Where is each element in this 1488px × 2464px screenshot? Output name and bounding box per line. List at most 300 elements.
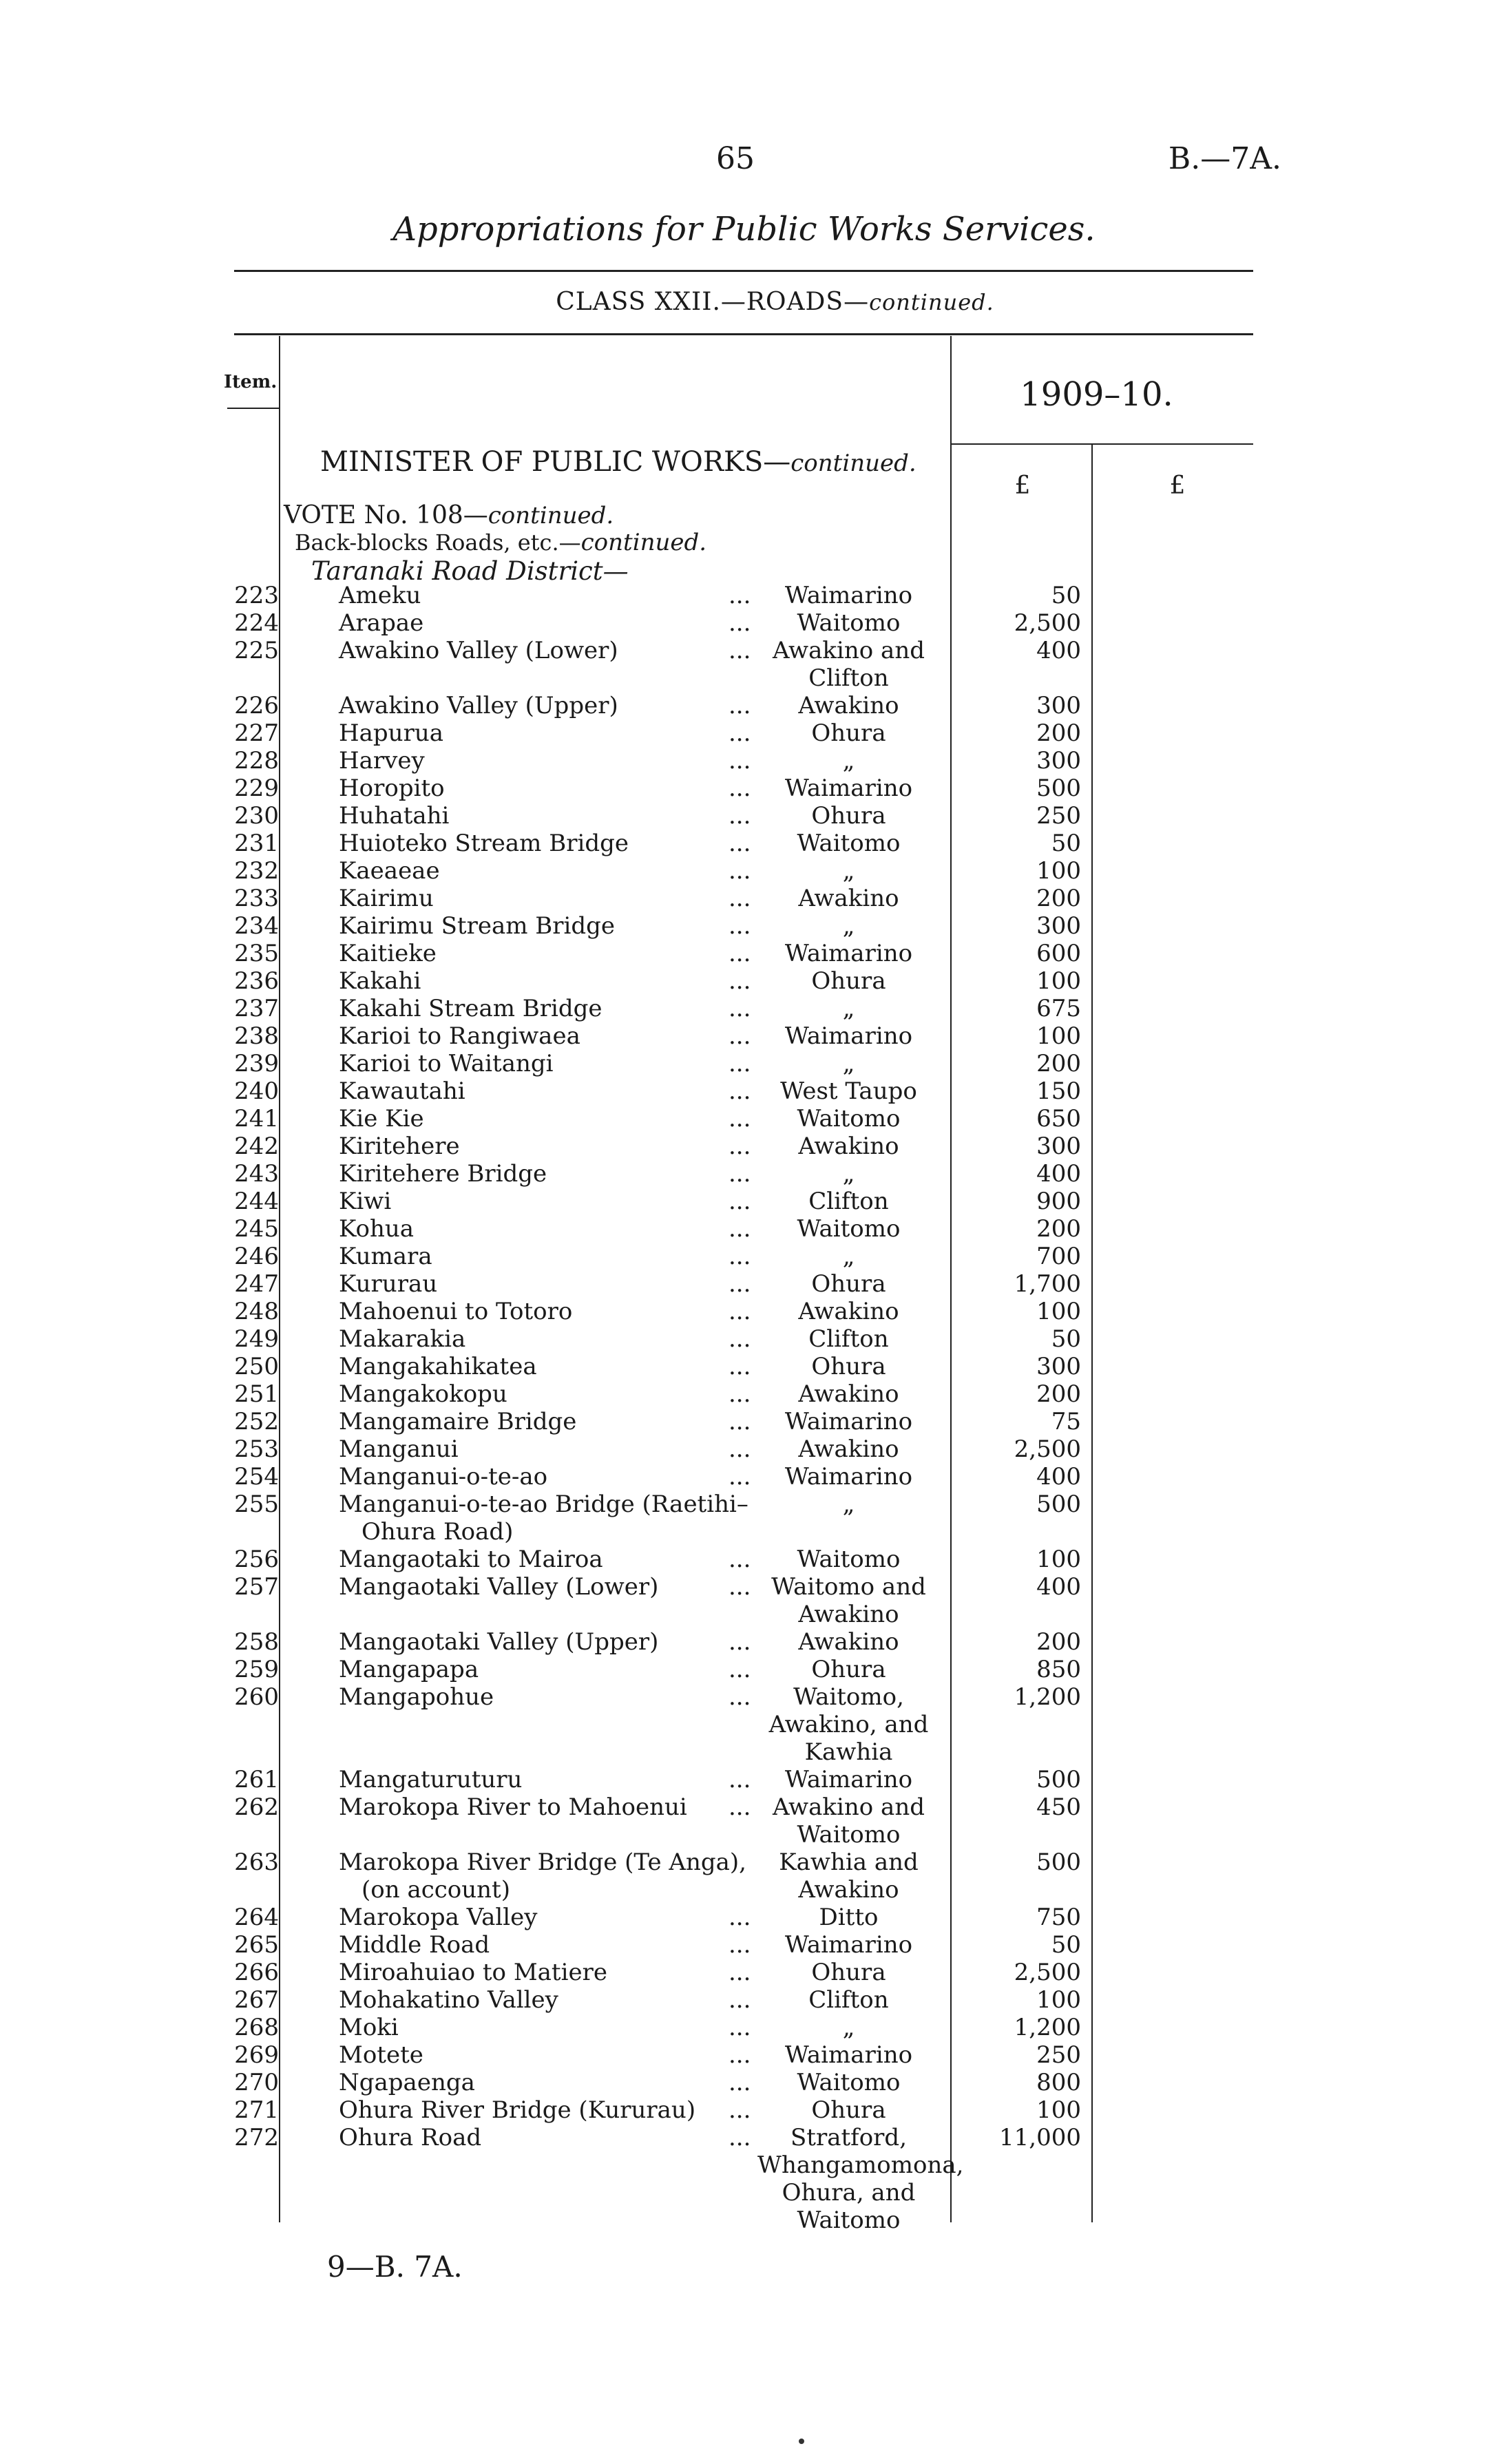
road-name: Kururau: [339, 1270, 438, 1298]
table-row: [0, 2014, 1488, 2041]
leader-dots: ...: [729, 1683, 751, 1711]
item-number: 260: [234, 1683, 279, 1711]
amount: 50: [1051, 1931, 1081, 1959]
road-name: Mangaotaki Valley (Upper): [339, 1628, 659, 1656]
leader-dots: ...: [729, 1435, 751, 1463]
leader-dots: ...: [729, 1959, 751, 1986]
table-row: [0, 692, 1488, 719]
page-reference: B.—7A.: [1168, 141, 1281, 176]
road-name: Mangaotaki Valley (Lower): [339, 1573, 659, 1601]
backblocks-heading: [295, 529, 706, 556]
road-location: Ohura: [811, 2096, 886, 2124]
amount: 300: [1036, 1353, 1081, 1380]
road-location: „: [842, 1491, 855, 1518]
road-name: Mohakatino Valley: [339, 1986, 558, 2014]
leader-dots: ...: [729, 2014, 751, 2041]
road-location: West Taupo: [780, 1077, 917, 1105]
road-location: Ohura: [811, 1959, 886, 1986]
amount: 300: [1036, 747, 1081, 775]
item-number: 264: [234, 1904, 279, 1931]
amount: 800: [1036, 2069, 1081, 2096]
amount: 700: [1036, 1243, 1081, 1270]
item-number: 233: [234, 885, 279, 912]
leader-dots: ...: [729, 1380, 751, 1408]
leader-dots: ...: [729, 1050, 751, 1077]
leader-dots: ...: [729, 1656, 751, 1683]
road-name: Mangakokopu: [339, 1380, 507, 1408]
leader-dots: ...: [729, 995, 751, 1022]
item-number: 266: [234, 1959, 279, 1986]
year-header-rule: [950, 443, 1253, 445]
road-name: Awakino Valley (Lower): [339, 637, 618, 664]
amount: 500: [1036, 1491, 1081, 1518]
road-location: Waimarino: [784, 775, 913, 802]
amount: 50: [1051, 1325, 1081, 1353]
road-name: Miroahuiao to Matiere: [339, 1959, 607, 1986]
road-name: Mangamaire Bridge: [339, 1408, 577, 1435]
table-row: [0, 1105, 1488, 1133]
district-heading: Taranaki Road District—: [311, 556, 629, 586]
appropriation-rows: [0, 582, 1488, 2234]
table-row: [0, 637, 1488, 692]
item-number: 236: [234, 967, 279, 995]
item-number: 255: [234, 1491, 279, 1518]
leader-dots: ...: [729, 830, 751, 857]
road-name: Marokopa Valley: [339, 1904, 538, 1931]
amount: 100: [1036, 1298, 1081, 1325]
road-location: Awakino: [798, 1380, 899, 1408]
amount: 1,200: [1014, 1683, 1081, 1711]
amount: 100: [1036, 967, 1081, 995]
table-row: [0, 1656, 1488, 1683]
road-location: Waitomo: [797, 1105, 901, 1133]
road-location: „: [842, 2014, 855, 2041]
road-name: Mangakahikatea: [339, 1353, 537, 1380]
table-row: [0, 1683, 1488, 1766]
item-number: 229: [234, 775, 279, 802]
item-number: 223: [234, 582, 279, 609]
page-title: Appropriations for Public Works Services.: [392, 210, 1096, 249]
amount: 100: [1036, 1022, 1081, 1050]
leader-dots: ...: [729, 1793, 751, 1821]
road-name: Awakino Valley (Upper): [339, 692, 618, 719]
leader-dots: ...: [729, 912, 751, 940]
leader-dots: ...: [729, 692, 751, 719]
item-number: 257: [234, 1573, 279, 1601]
road-location: Waitomo: [797, 1546, 901, 1573]
leader-dots: ...: [729, 2096, 751, 2124]
road-location: Ditto: [819, 1904, 879, 1931]
road-location: Waitomo: [797, 2069, 901, 2096]
item-number: 250: [234, 1353, 279, 1380]
item-number: 270: [234, 2069, 279, 2096]
item-number: 252: [234, 1408, 279, 1435]
table-row: [0, 747, 1488, 775]
table-row: [0, 1325, 1488, 1353]
leader-dots: ...: [729, 885, 751, 912]
table-row: [0, 1050, 1488, 1077]
leader-dots: ...: [729, 1022, 751, 1050]
road-name: Ngapaenga: [339, 2069, 475, 2096]
road-location: Waitomo and Awakino: [771, 1573, 926, 1628]
road-location: Waimarino: [784, 1408, 913, 1435]
road-location: Ohura: [811, 1353, 886, 1380]
table-row: [0, 1904, 1488, 1931]
leader-dots: ...: [729, 1105, 751, 1133]
vote-heading: [284, 501, 614, 529]
leader-dots: ...: [729, 1215, 751, 1243]
leader-dots: ...: [729, 1628, 751, 1656]
table-row: [0, 1215, 1488, 1243]
table-row: [0, 857, 1488, 885]
leader-dots: ...: [729, 1986, 751, 2014]
road-name: Manganui-o-te-ao Bridge (Raetihi–: [339, 1491, 748, 1518]
table-row: [0, 2124, 1488, 2234]
item-number: 249: [234, 1325, 279, 1353]
road-location: Awakino: [798, 885, 899, 912]
item-number: 265: [234, 1931, 279, 1959]
road-name: Kumara: [339, 1243, 432, 1270]
table-row: [0, 1849, 1488, 1904]
leader-dots: ...: [729, 747, 751, 775]
amount: 100: [1036, 1546, 1081, 1573]
road-name: Kaeaeae: [339, 857, 440, 885]
road-name: Karioi to Rangiwaea: [339, 1022, 580, 1050]
amount: 1,700: [1014, 1270, 1081, 1298]
table-row: [0, 912, 1488, 940]
road-name: Motete: [339, 2041, 423, 2069]
item-number: 256: [234, 1546, 279, 1573]
minister-heading-continued: continued.: [790, 450, 916, 477]
amount: 200: [1036, 1215, 1081, 1243]
amount: 200: [1036, 719, 1081, 747]
item-number: 259: [234, 1656, 279, 1683]
amount: 50: [1051, 582, 1081, 609]
road-name: Mangapapa: [339, 1656, 479, 1683]
amount: 300: [1036, 1133, 1081, 1160]
footer-mark: [799, 2439, 804, 2444]
road-location: Ohura: [811, 802, 886, 830]
backblocks-heading-text: Back-blocks Roads, etc.—: [295, 529, 581, 556]
road-name: Harvey: [339, 747, 425, 775]
leader-dots: ...: [729, 1463, 751, 1491]
road-location: Awakino: [798, 692, 899, 719]
road-location: „: [842, 1050, 855, 1077]
road-location: „: [842, 747, 855, 775]
item-number: 267: [234, 1986, 279, 2014]
item-number: 247: [234, 1270, 279, 1298]
minister-heading: [320, 446, 916, 478]
road-name: Huioteko Stream Bridge: [339, 830, 629, 857]
table-row: [0, 1160, 1488, 1188]
amount: 1,200: [1014, 2014, 1081, 2041]
item-number: 246: [234, 1243, 279, 1270]
amount: 50: [1051, 830, 1081, 857]
table-row: [0, 582, 1488, 609]
road-location: „: [842, 995, 855, 1022]
item-number: 244: [234, 1188, 279, 1215]
class-heading: [0, 288, 1488, 316]
item-number: 238: [234, 1022, 279, 1050]
amount: 2,500: [1014, 1435, 1081, 1463]
road-location: Awakino: [798, 1298, 899, 1325]
item-number: 241: [234, 1105, 279, 1133]
amount: 250: [1036, 802, 1081, 830]
amount: 100: [1036, 2096, 1081, 2124]
currency-right: £: [1169, 472, 1186, 500]
road-location: Ohura: [811, 967, 886, 995]
road-name: Moki: [339, 2014, 399, 2041]
leader-dots: ...: [729, 1931, 751, 1959]
road-name: Kakahi Stream Bridge: [339, 995, 602, 1022]
item-header-rule: [227, 408, 279, 409]
item-number: 258: [234, 1628, 279, 1656]
road-name: Arapae: [339, 609, 424, 637]
item-number: 228: [234, 747, 279, 775]
table-row: [0, 1188, 1488, 1215]
backblocks-heading-continued: continued.: [580, 529, 707, 556]
road-location: Waimarino: [784, 2041, 913, 2069]
leader-dots: ...: [729, 1298, 751, 1325]
road-name: Kiritehere: [339, 1133, 460, 1160]
table-row: [0, 1931, 1488, 1959]
table-row: [0, 719, 1488, 747]
road-location: Waitomo: [797, 1215, 901, 1243]
item-number: 253: [234, 1435, 279, 1463]
table-row: [0, 775, 1488, 802]
leader-dots: ...: [729, 609, 751, 637]
vote-heading-continued: continued.: [488, 502, 614, 529]
item-number: 234: [234, 912, 279, 940]
amount: 100: [1036, 1986, 1081, 2014]
leader-dots: ...: [729, 1353, 751, 1380]
item-number: 225: [234, 637, 279, 664]
road-location: Waitomo: [797, 830, 901, 857]
road-location: Waimarino: [784, 940, 913, 967]
amount: 200: [1036, 885, 1081, 912]
amount: 900: [1036, 1188, 1081, 1215]
table-row: [0, 1077, 1488, 1105]
table-row: [0, 1986, 1488, 2014]
leader-dots: ...: [729, 1133, 751, 1160]
amount: 300: [1036, 692, 1081, 719]
road-name: Kaitieke: [339, 940, 437, 967]
leader-dots: ...: [729, 1243, 751, 1270]
road-location: Ohura: [811, 1656, 886, 1683]
amount: 400: [1036, 1573, 1081, 1601]
leader-dots: ...: [729, 1766, 751, 1793]
table-row: [0, 1491, 1488, 1546]
road-location: Awakino: [798, 1628, 899, 1656]
item-number: 263: [234, 1849, 279, 1876]
road-name: Kiritehere Bridge: [339, 1160, 547, 1188]
table-row: [0, 1793, 1488, 1849]
leader-dots: ...: [729, 719, 751, 747]
item-number: 262: [234, 1793, 279, 1821]
item-number: 240: [234, 1077, 279, 1105]
item-number: 261: [234, 1766, 279, 1793]
table-row: [0, 2096, 1488, 2124]
leader-dots: ...: [729, 1546, 751, 1573]
leader-dots: ...: [729, 637, 751, 664]
leader-dots: ...: [729, 857, 751, 885]
minister-heading-text: MINISTER OF PUBLIC WORKS—: [320, 446, 791, 478]
page-number: 65: [716, 141, 755, 176]
heading-rule: [234, 333, 1253, 335]
amount: 400: [1036, 1463, 1081, 1491]
table-row: [0, 609, 1488, 637]
amount: 300: [1036, 912, 1081, 940]
table-row: [0, 1766, 1488, 1793]
road-location: „: [842, 857, 855, 885]
road-name: Mangaturuturu: [339, 1766, 523, 1793]
amount: 500: [1036, 1766, 1081, 1793]
top-rule: [234, 270, 1253, 272]
road-name: Kawautahi: [339, 1077, 465, 1105]
leader-dots: ...: [729, 1904, 751, 1931]
road-location: Awakino: [798, 1435, 899, 1463]
road-location: Waimarino: [784, 1766, 913, 1793]
table-row: [0, 802, 1488, 830]
road-name: Marokopa River to Mahoenui: [339, 1793, 687, 1821]
leader-dots: ...: [729, 2041, 751, 2069]
amount: 250: [1036, 2041, 1081, 2069]
item-number: 243: [234, 1160, 279, 1188]
road-location: Ohura: [811, 1270, 886, 1298]
item-number: 272: [234, 2124, 279, 2151]
amount: 500: [1036, 1849, 1081, 1876]
item-number: 245: [234, 1215, 279, 1243]
road-name: Marokopa River Bridge (Te Anga),: [339, 1849, 746, 1876]
road-location: Awakino and Waitomo: [773, 1793, 925, 1849]
amount: 11,000: [999, 2124, 1081, 2151]
road-location: „: [842, 1243, 855, 1270]
item-number: 251: [234, 1380, 279, 1408]
road-name: Hapurua: [339, 719, 444, 747]
vote-heading-text: VOTE No. 108—: [284, 501, 488, 529]
leader-dots: ...: [729, 802, 751, 830]
footer-signature: 9—B. 7A.: [327, 2250, 463, 2284]
table-row: [0, 1380, 1488, 1408]
table-row: [0, 885, 1488, 912]
road-location: Clifton: [808, 1325, 889, 1353]
road-name: Mahoenui to Totoro: [339, 1298, 573, 1325]
road-name: Huhatahi: [339, 802, 450, 830]
amount: 400: [1036, 1160, 1081, 1188]
item-number: 242: [234, 1133, 279, 1160]
road-location: Clifton: [808, 1188, 889, 1215]
leader-dots: ...: [729, 582, 751, 609]
amount: 400: [1036, 637, 1081, 664]
item-number: 269: [234, 2041, 279, 2069]
class-heading-text: CLASS XXII.—ROADS—: [556, 288, 870, 316]
amount: 200: [1036, 1050, 1081, 1077]
table-row: [0, 1298, 1488, 1325]
road-location: Waimarino: [784, 1022, 913, 1050]
table-row: [0, 1133, 1488, 1160]
item-number: 232: [234, 857, 279, 885]
table-row: [0, 940, 1488, 967]
road-name: Kakahi: [339, 967, 421, 995]
road-location: Waitomo, Awakino, and Kawhia: [768, 1683, 929, 1766]
road-location: Waitomo: [797, 609, 901, 637]
road-name: Kiwi: [339, 1188, 392, 1215]
road-name: Manganui-o-te-ao: [339, 1463, 548, 1491]
road-location: Awakino and Clifton: [773, 637, 925, 692]
road-location: Awakino: [798, 1133, 899, 1160]
table-row: [0, 2069, 1488, 2096]
road-location: Waimarino: [784, 1931, 913, 1959]
item-number: 226: [234, 692, 279, 719]
road-name: Kohua: [339, 1215, 415, 1243]
table-row: [0, 995, 1488, 1022]
road-location: Ohura: [811, 719, 886, 747]
road-name: Ameku: [339, 582, 421, 609]
class-heading-continued: continued.: [869, 289, 994, 315]
road-name: Kairimu Stream Bridge: [339, 912, 616, 940]
road-location: „: [842, 1160, 855, 1188]
leader-dots: ...: [729, 967, 751, 995]
item-number: 248: [234, 1298, 279, 1325]
table-row: [0, 1408, 1488, 1435]
leader-dots: ...: [729, 2124, 751, 2151]
table-row: [0, 1546, 1488, 1573]
item-number: 231: [234, 830, 279, 857]
road-location: Waimarino: [784, 1463, 913, 1491]
road-location: Kawhia and Awakino: [779, 1849, 919, 1904]
road-name: Makarakia: [339, 1325, 466, 1353]
leader-dots: ...: [729, 1077, 751, 1105]
amount: 500: [1036, 775, 1081, 802]
item-number: 254: [234, 1463, 279, 1491]
leader-dots: ...: [729, 2069, 751, 2096]
road-name: Mangapohue: [339, 1683, 494, 1711]
leader-dots: ...: [729, 775, 751, 802]
leader-dots: ...: [729, 1325, 751, 1353]
table-row: [0, 1959, 1488, 1986]
currency-left: £: [1014, 472, 1031, 500]
amount: 675: [1036, 995, 1081, 1022]
road-name: Middle Road: [339, 1931, 490, 1959]
item-number: 268: [234, 2014, 279, 2041]
table-row: [0, 1270, 1488, 1298]
leader-dots: ...: [729, 1188, 751, 1215]
year-column-header: 1909–10.: [1020, 375, 1173, 414]
leader-dots: ...: [729, 1160, 751, 1188]
road-name: Kairimu: [339, 885, 434, 912]
road-name-continuation: (on account): [361, 1876, 510, 1904]
amount: 600: [1036, 940, 1081, 967]
table-row: [0, 1435, 1488, 1463]
table-row: [0, 1353, 1488, 1380]
road-name: Manganui: [339, 1435, 459, 1463]
road-name-continuation: Ohura Road): [361, 1518, 514, 1546]
table-row: [0, 967, 1488, 995]
leader-dots: ...: [729, 1408, 751, 1435]
item-column-header: Item.: [224, 372, 277, 392]
amount: 750: [1036, 1904, 1081, 1931]
amount: 650: [1036, 1105, 1081, 1133]
road-name: Horopito: [339, 775, 445, 802]
table-row: [0, 830, 1488, 857]
amount: 150: [1036, 1077, 1081, 1105]
leader-dots: ...: [729, 1573, 751, 1601]
road-name: Kie Kie: [339, 1105, 424, 1133]
item-number: 271: [234, 2096, 279, 2124]
road-location: Waimarino: [784, 582, 913, 609]
table-row: [0, 1243, 1488, 1270]
item-number: 230: [234, 802, 279, 830]
